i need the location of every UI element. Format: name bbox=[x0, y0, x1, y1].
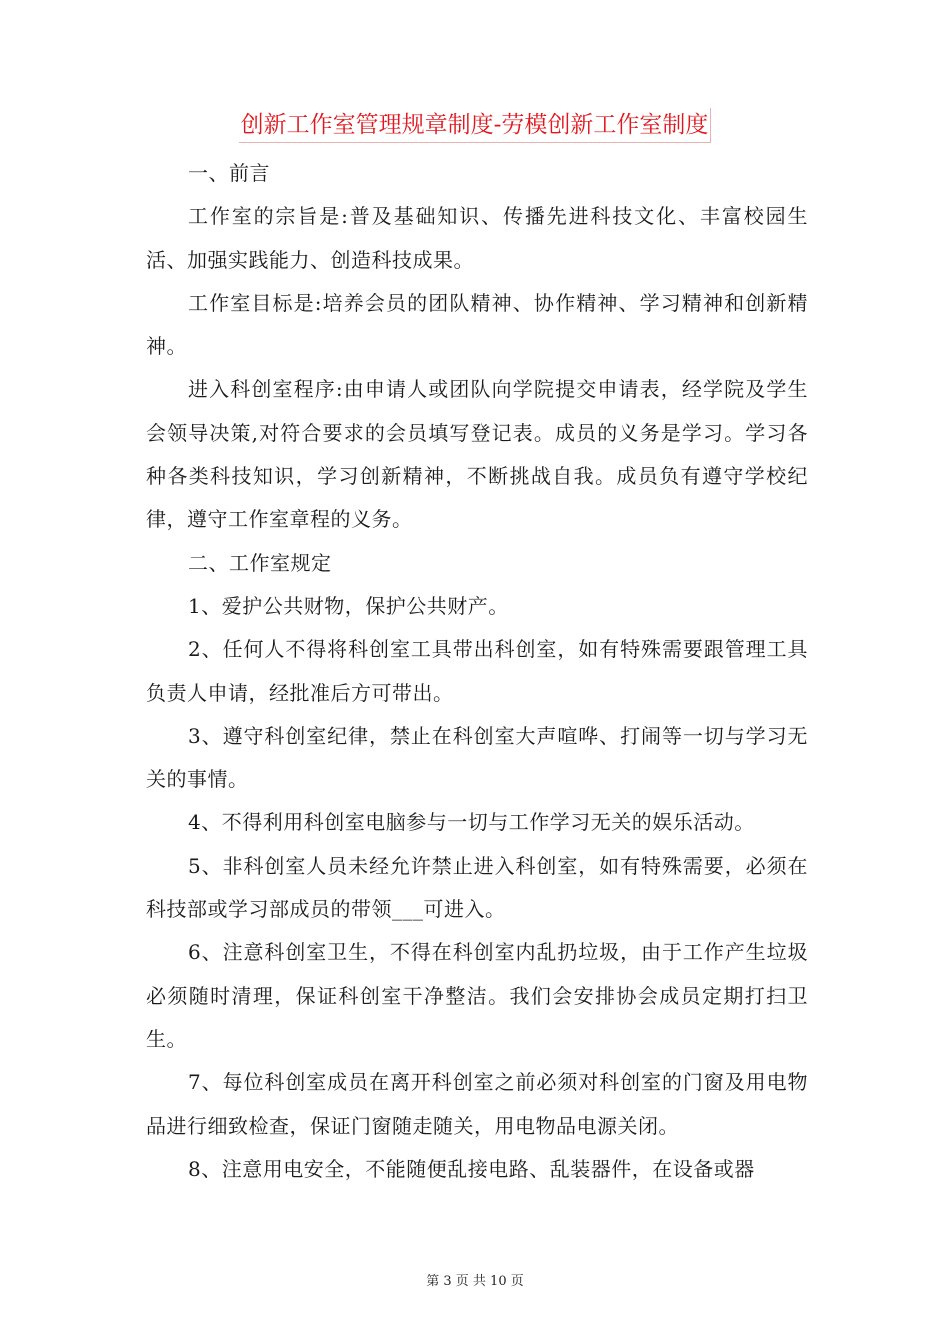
rule-item-3: 3、遵守科创室纪律，禁止在科创室大声喧哗、打闹等一切与学习无关的事情。 bbox=[146, 723, 808, 792]
section-heading-rules: 二、工作室规定 bbox=[188, 550, 332, 575]
rule-item-8: 8、注意用电安全，不能随便乱接电路、乱装器件，在设备或器 bbox=[188, 1156, 755, 1181]
rule-item-2: 2、任何人不得将科创室工具带出科创室，如有特殊需要跟管理工具负责人申请，经批准后方可带出。 bbox=[146, 637, 808, 705]
title-container bbox=[0, 108, 950, 143]
rule-item-5: 5、非科创室人员未经允许禁止进入科创室，如有特殊需要，必须在科技部或学习部成员的带领___可进入。 bbox=[146, 853, 808, 922]
paragraph-entry-procedure: 进入科创室程序:由申请人或团队向学院提交申请表，经学院及学生会领导决策,对符合要求的会员填写登记表。成员的义务是学习。学习各种各类科技知识，学习创新精神，不断挑战自我。成员负有遵守学校纪律，遵守工作室章程的义务。 bbox=[146, 377, 808, 532]
rule-item-6: 6、注意科创室卫生，不得在科创室内乱扔垃圾，由于工作产生垃圾必须随时清理，保证科创室干净整洁。我们会安排协会成员定期打扫卫生。 bbox=[146, 940, 808, 1051]
page-number-footer: 第 3 页 共 10 页 bbox=[426, 1274, 524, 1289]
paragraph-goal: 工作室目标是:培养会员的团队精神、协作精神、学习精神和创新精神。 bbox=[146, 290, 808, 359]
section-heading-preface: 一、前言 bbox=[188, 161, 270, 185]
paragraph-purpose: 工作室的宗旨是:普及基础知识、传播先进科技文化、丰富校园生活、加强实践能力、创造科技成果。 bbox=[146, 204, 808, 272]
rule-item-7: 7、每位科创室成员在离开科创室之前必须对科创室的门窗及用电物品进行细致检查，保证门窗随走随关，用电物品电源关闭。 bbox=[146, 1070, 808, 1138]
rule-item-1: 1、爱护公共财物，保护公共财产。 bbox=[188, 593, 509, 618]
document-body bbox=[146, 152, 808, 1191]
rule-item-4: 4、不得利用科创室电脑参与一切与工作学习无关的娱乐活动。 bbox=[188, 810, 755, 835]
document-title: 创新工作室管理规章制度-劳模创新工作室制度 bbox=[239, 108, 712, 143]
